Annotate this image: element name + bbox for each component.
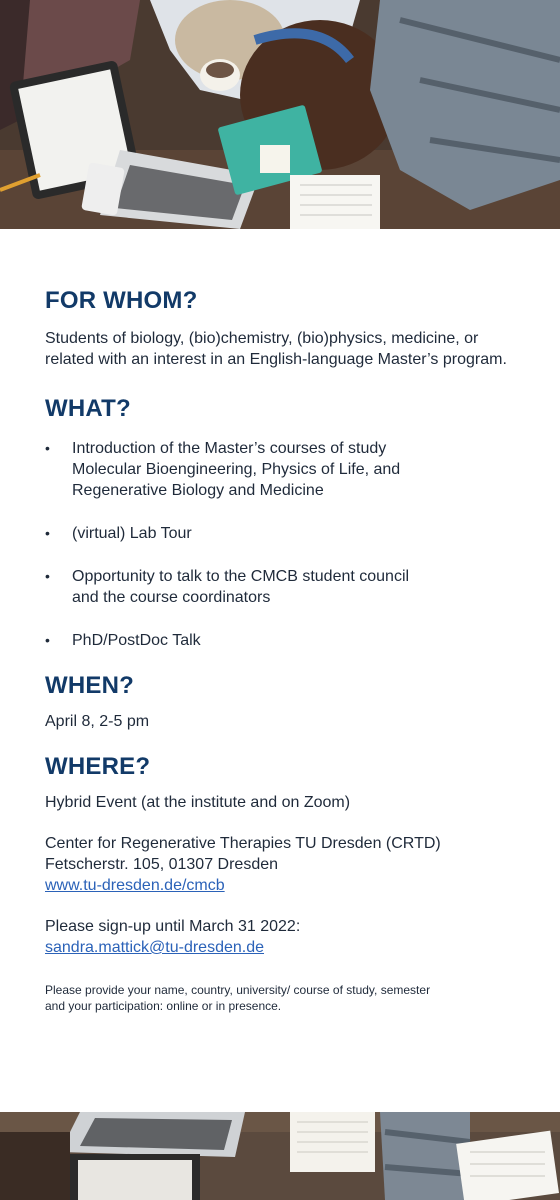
what-section [45, 394, 525, 651]
email-link[interactable]: sandra.mattick@tu-dresden.de [45, 939, 265, 956]
participation-note [45, 982, 525, 1014]
list-item [45, 438, 525, 501]
what-heading: WHAT? [45, 395, 131, 422]
list-item-line: Molecular Bioengineering, Physics of Life, and [72, 461, 401, 478]
list-item-line: • Introduction of the Master’s courses of study [72, 440, 387, 457]
students-studying-image [0, 0, 560, 229]
list-item-line: and the course coordinators [72, 589, 271, 606]
where-section [45, 752, 525, 1014]
for-whom-text: Students of biology, (bio)chemistry, (bio)physics, medicine, or related with an interest in an English-language Master’s program. [45, 330, 507, 368]
address-line-1: Center for Regenerative Therapies TU Dresden (CRTD) [45, 835, 441, 852]
list-item [45, 566, 525, 608]
address-line-2: Fetscherstr. 105, 01307 Dresden [45, 856, 279, 873]
list-item-line: Regenerative Biology and Medicine [72, 482, 324, 499]
list-item-line: • Opportunity to talk to the CMCB student council [72, 568, 410, 585]
laptops-notebooks-image [0, 1112, 560, 1200]
note-line: and your participation: online or in presence. [45, 999, 282, 1013]
where-heading: WHERE? [45, 753, 151, 780]
note-line: Please provide your name, country, university/ course of study, semester [45, 983, 431, 997]
list-item-line: • (virtual) Lab Tour [72, 525, 192, 542]
what-list [45, 438, 525, 651]
flyer-content [45, 286, 525, 1014]
when-heading: WHEN? [45, 672, 134, 699]
when-text: April 8, 2-5 pm [45, 713, 150, 730]
for-whom-section [45, 286, 525, 370]
footer-photo [0, 1112, 560, 1200]
website-link[interactable]: www.tu-dresden.de/cmcb [45, 877, 225, 894]
list-item-line: • PhD/PostDoc Talk [72, 632, 201, 649]
when-section [45, 671, 525, 732]
for-whom-heading: FOR WHOM? [45, 287, 198, 314]
event-type-text: Hybrid Event (at the institute and on Zoom) [45, 794, 351, 811]
list-item [45, 630, 525, 651]
signup-text: Please sign-up until March 31 2022: [45, 918, 301, 935]
list-item [45, 523, 525, 544]
header-photo [0, 0, 560, 229]
